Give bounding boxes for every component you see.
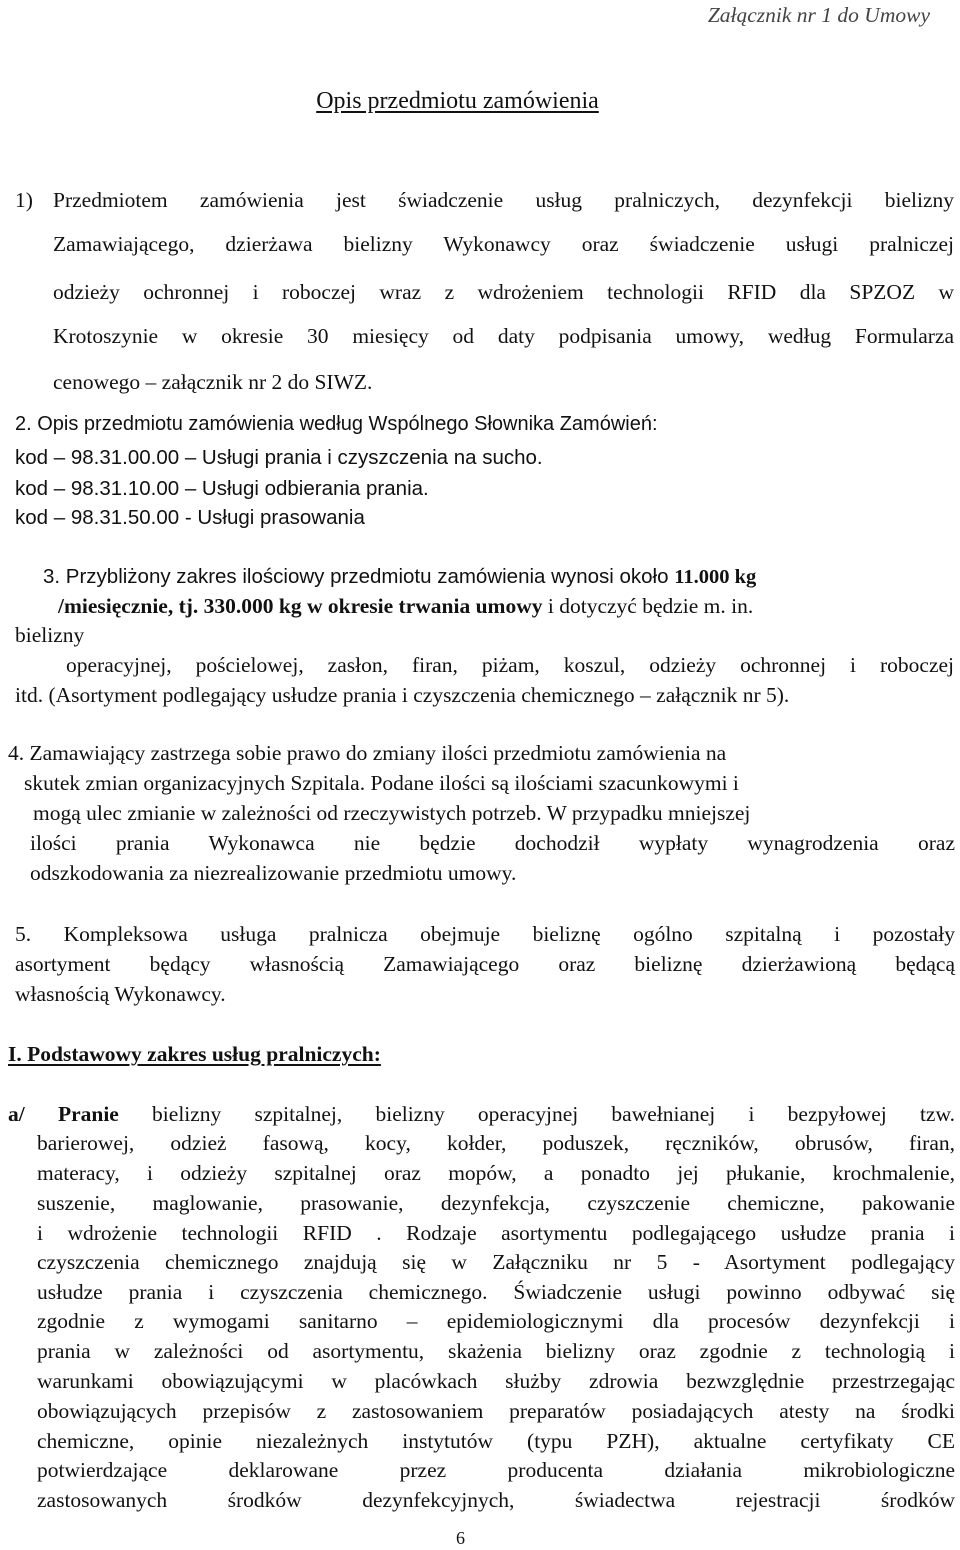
item-a-line: czyszczenia chemicznego znajdują się w Załączniku nr 5 - Asortyment podlegający bbox=[37, 1250, 955, 1274]
section-3-line-5: itd. (Asortyment podlegający usłudze prania i czyszczenia chemicznego – załącznik nr 5). bbox=[15, 683, 790, 707]
page-number: 6 bbox=[456, 1528, 465, 1548]
quantity-total: /miesięcznie, tj. 330.000 kg w okresie trwania umowy bbox=[58, 594, 543, 618]
section-5-line-3: własnością Wykonawcy. bbox=[15, 982, 226, 1006]
section-4-line-3: mogą ulec zmianie w zależności od rzeczywistych potrzeb. W przypadku mniejszej bbox=[33, 801, 751, 825]
section-3-line-1 bbox=[43, 565, 756, 589]
section-4-line-1: 4. Zamawiający zastrzega sobie prawo do zmiany ilości przedmiotu zamówienia na bbox=[8, 741, 727, 765]
item-a-line-1 bbox=[8, 1102, 955, 1127]
section-1-line-1: Przedmiotem zamówienia jest świadczenie usług pralniczych, dezynfekcji bielizny bbox=[53, 188, 954, 212]
section-1-line-5: cenowego – załącznik nr 2 do SIWZ. bbox=[53, 370, 373, 394]
item-a-line: materacy, i odzieży szpitalnej oraz mopów, a ponadto jej płukanie, krochmalenie, bbox=[37, 1161, 955, 1185]
item-a-line: obowiązujących przepisów z zastosowaniem preparatów posiadających atesty na środki bbox=[37, 1399, 955, 1423]
section-3-line-2 bbox=[58, 594, 753, 619]
item-a-line: usłudze prania i czyszczenia chemicznego. Świadczenie usługi powinno odbywać się bbox=[37, 1280, 955, 1304]
cpv-code-item: kod – 98.31.50.00 - Usługi prasowania bbox=[15, 506, 365, 529]
item-a-marker: a/ bbox=[8, 1102, 58, 1126]
section-1-line-3: odzieży ochronnej i roboczej wraz z wdrożeniem technologii RFID dla SPZOZ w bbox=[53, 280, 954, 304]
section-1-line-4: Krotoszynie w okresie 30 miesięcy od daty podpisania umowy, według Formularza bbox=[53, 324, 954, 348]
item-a-line: potwierdzające deklarowane przez producenta działania mikrobiologiczne bbox=[37, 1458, 955, 1482]
section-5-line-2: asortyment będący własnością Zamawiającego oraz bieliznę dzierżawioną będącą bbox=[15, 952, 955, 976]
section-1-number: 1) bbox=[15, 188, 33, 212]
section-3-text-2: i dotyczyć będzie m. in. bbox=[542, 594, 754, 618]
section-3-line-4: operacyjnej, pościelowej, zasłon, firan, piżam, koszul, odzieży ochronnej i roboczej bbox=[66, 653, 954, 677]
item-a-line: i wdrożenie technologii RFID . Rodzaje asortymentu podlegającego usłudze prania i bbox=[37, 1221, 955, 1245]
item-a-text: bielizny szpitalnej, bielizny operacyjnej bawełnianej i bezpyłowej tzw. bbox=[118, 1102, 955, 1126]
item-a-line: zgodnie z wymogami sanitarno – epidemiologicznymi dla procesów dezynfekcji i bbox=[37, 1309, 955, 1333]
item-a-line: barierowej, odzież fasową, kocy, kołder, poduszek, ręczników, obrusów, firan, bbox=[37, 1131, 955, 1155]
cpv-code-item: kod – 98.31.10.00 – Usługi odbierania prania. bbox=[15, 477, 429, 500]
quantity-monthly: 11.000 kg bbox=[674, 566, 757, 588]
section-3-line-3: bielizny bbox=[15, 623, 85, 647]
section-4-line-4: ilości prania Wykonawca nie będzie dochodził wypłaty wynagrodzenia oraz bbox=[30, 831, 955, 855]
section-4-line-5: odszkodowania za niezrealizowanie przedmiotu umowy. bbox=[30, 861, 517, 885]
cpv-code-item: kod – 98.31.00.00 – Usługi prania i czyszczenia na sucho. bbox=[15, 446, 543, 469]
section-5-line-1: 5. Kompleksowa usługa pralnicza obejmuje bieliznę ogólno szpitalną i pozostały bbox=[15, 922, 955, 946]
section-2-heading: 2. Opis przedmiotu zamówienia według Wspólnego Słownika Zamówień: bbox=[15, 413, 658, 435]
annex-label: Załącznik nr 1 do Umowy bbox=[707, 3, 930, 27]
item-a-line: warunkami obowiązującymi w placówkach służby zdrowia bezwzględnie przestrzegając bbox=[37, 1369, 955, 1393]
section-1-line-2: Zamawiającego, dzierżawa bielizny Wykonawcy oraz świadczenie usługi pralniczej bbox=[53, 232, 954, 256]
item-a-line: chemiczne, opinie niezależnych instytutów (typu PZH), aktualne certyfikaty CE bbox=[37, 1429, 955, 1453]
item-a-line: zastosowanych środków dezynfekcyjnych, świadectwa rejestracji środków bbox=[37, 1488, 955, 1512]
item-a-line: suszenie, maglowanie, prasowanie, dezynfekcja, czyszczenie chemiczne, pakowanie bbox=[37, 1191, 955, 1215]
section-3-text: 3. Przybliżony zakres ilościowy przedmiotu zamówienia wynosi około bbox=[43, 565, 675, 588]
item-a-line: prania w zależności od asortymentu, skażenia bielizny oraz zgodnie z technologią i bbox=[37, 1339, 955, 1363]
section-4-line-2: skutek zmian organizacyjnych Szpitala. Podane ilości są ilościami szacunkowymi i bbox=[24, 771, 739, 795]
section-I-heading: I. Podstawowy zakres usług pralniczych: bbox=[8, 1042, 381, 1066]
page-title: Opis przedmiotu zamówienia bbox=[316, 88, 599, 114]
item-a-bold-word: Pranie bbox=[57, 1102, 119, 1126]
